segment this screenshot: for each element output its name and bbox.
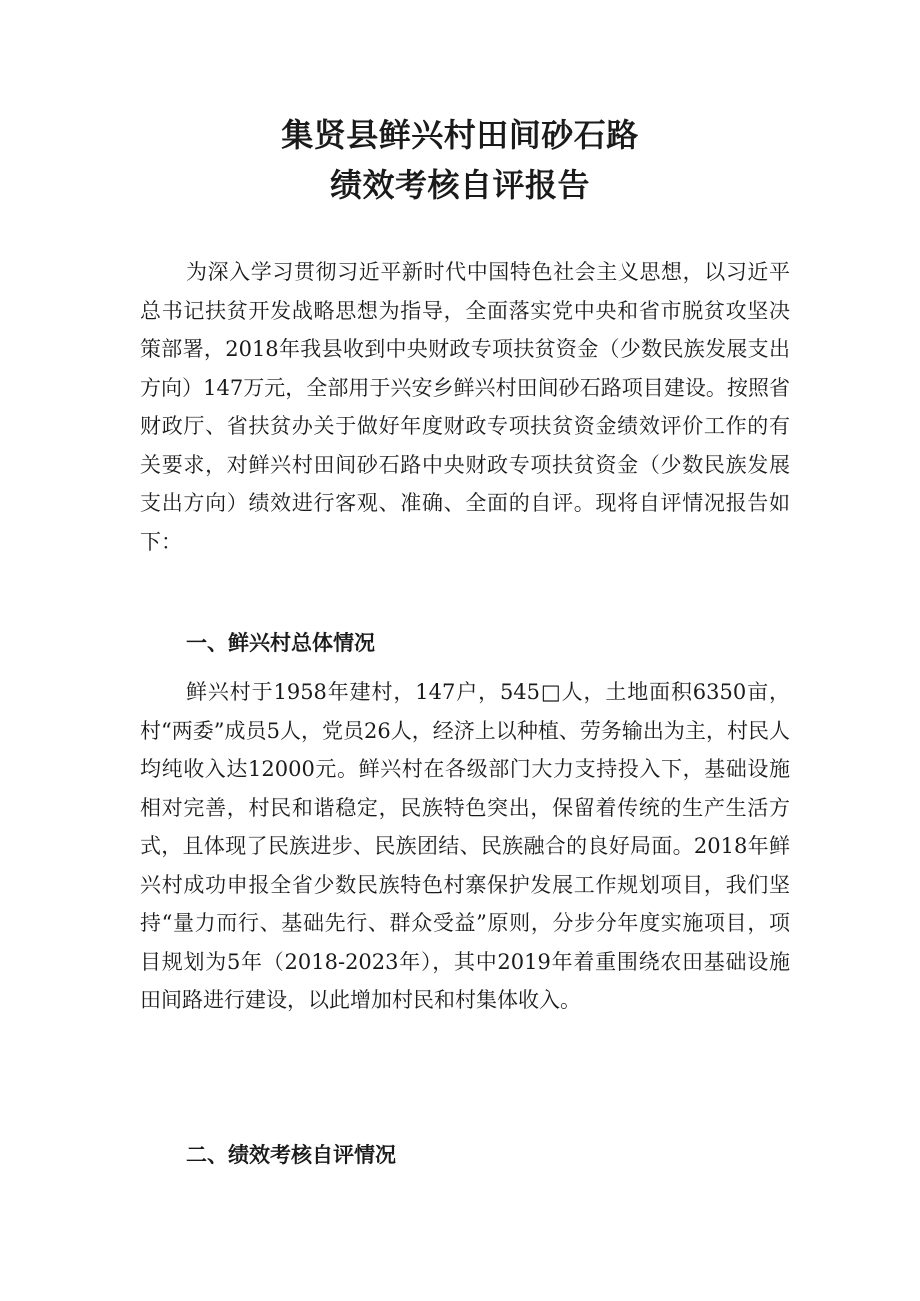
intro-paragraph: 为深入学习贯彻习近平新时代中国特色社会主义思想，以习近平总书记扶贫开发战略思想为指导，全面落实党中央和省市脱贫攻坚决策部署，2018年我县收到中央财政专项扶贫资金（少数民族发展支出方向）147万元，全部用于兴安乡鲜兴村田间砂石路项目建设。按照省财政厅、省扶贫办关于做好年度财政专项扶贫资金绩效评价工作的有关要求，对鲜兴村田间砂石路中央财政专项扶贫资金（少数民族发展支出方向）绩效进行客观、准确、全面的自评。现将自评情况报告如下： xyxy=(140,260,790,554)
section-1-paragraph: 鲜兴村于1958年建村，147户，545□人，土地面积6350亩，村“两委”成员5人，党员26人，经济上以种植、劳务输出为主，村民人均纯收入达12000元。鲜兴村在各级部门大力支持投入下，基础设施相对完善，村民和谐稳定，民族特色突出，保留着传统的生产生活方式，且体现了民族进步、民族团结、民族融合的良好局面。2018年鲜兴村成功申报全省少数民族特色村寨保护发展工作规划项目，我们坚持“量力而行、基础先行、群众受益”原则，分步分年度实施项目，项目规划为5年（2018-2023年），其中2019年着重围绕农田基础设施田间路进行建设，以此增加村民和村集体收入。 xyxy=(140,680,790,1012)
section-1-heading: 一、鲜兴村总体情况 xyxy=(186,631,375,655)
document-title-line-1: 集贤县鲜兴村田间砂石路 xyxy=(281,116,639,154)
document-title-line-2: 绩效考核自评报告 xyxy=(329,166,590,204)
section-2-heading: 二、绩效考核自评情况 xyxy=(186,1143,396,1167)
